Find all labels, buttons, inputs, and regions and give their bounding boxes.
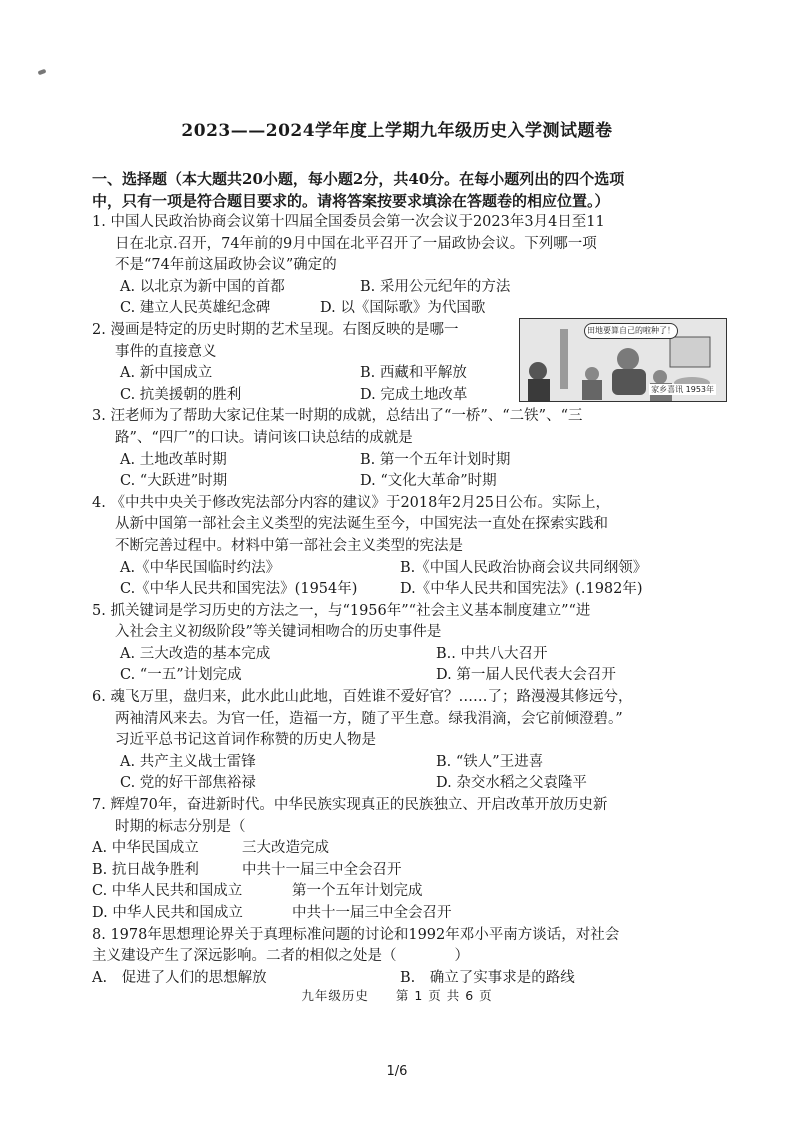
- question-1-line-3: 不是“74年前这届政协会议”确定的: [115, 257, 337, 274]
- option-c[interactable]: C. 建立人民英雄纪念碑: [120, 300, 271, 317]
- option-a[interactable]: A.《中华民国临时约法》: [120, 559, 281, 576]
- option-b[interactable]: B.《中国人民政治协商会议共同纲领》: [400, 559, 648, 576]
- option-a[interactable]: A. 以北京为新中国的首都: [120, 278, 285, 295]
- option-d[interactable]: D. 第一届人民代表大会召开: [436, 667, 616, 684]
- option-a[interactable]: A. 土地改革时期: [120, 451, 227, 468]
- question-5-line-1: 5. 抓关键词是学习历史的方法之一，与“1956年”“社会主义基本制度建立”“进: [92, 602, 591, 619]
- section-heading: [92, 168, 692, 212]
- question-7-option-d[interactable]: [92, 903, 692, 925]
- question-1-options-row-1: [92, 277, 692, 299]
- option-c[interactable]: C. “一五”计划完成: [120, 667, 242, 684]
- cartoon-speech-bubble: 田地要算自己的啦种了！: [584, 323, 678, 339]
- question-6-options-row-1: [92, 752, 692, 774]
- scan-speck: [38, 69, 47, 75]
- question-6-options-row-2: [92, 773, 692, 795]
- question-5-options-row-2: [92, 665, 692, 687]
- question-6: [92, 687, 692, 795]
- question-4-options-row-1: [92, 558, 692, 580]
- questions-body: [92, 212, 692, 989]
- question-4: [92, 493, 692, 601]
- question-3-line-2: 路”、“四厂”的口诀。请问该口诀总结的成就是: [115, 429, 413, 446]
- question-5: [92, 601, 692, 687]
- option-c-part-1: C. 中华人民共和国成立: [92, 883, 243, 900]
- option-a[interactable]: A. 促进了人们的思想解放: [92, 969, 267, 986]
- option-a[interactable]: A. 新中国成立: [120, 365, 213, 382]
- option-a[interactable]: A. 三大改造的基本完成: [120, 645, 271, 662]
- option-d[interactable]: D. 杂交水稻之父袁隆平: [436, 775, 587, 792]
- option-d[interactable]: D.《中华人民共和国宪法》(.1982年): [400, 581, 643, 598]
- option-d[interactable]: D. 完成土地改革: [360, 386, 468, 403]
- option-c[interactable]: C. 党的好干部焦裕禄: [120, 775, 256, 792]
- question-4-line-2: 从新中国第一部社会主义类型的宪法诞生至今，中国宪法一直处在探索实践和: [115, 516, 608, 533]
- cartoon-caption: 家乡喜讯 1953年: [651, 385, 714, 394]
- question-8: [92, 925, 692, 990]
- option-a-part-2: 三大改造完成: [242, 840, 329, 857]
- option-b-part-1: B. 抗日战争胜利: [92, 861, 199, 878]
- option-c-part-2: 第一个五年计划完成: [292, 883, 423, 900]
- question-2: [92, 320, 692, 406]
- question-7-option-b[interactable]: [92, 860, 692, 882]
- question-3-options-row-2: [92, 471, 692, 493]
- question-1-options-row-2: [92, 298, 692, 320]
- question-6-line-2: 两袖清风来去。为官一任，造福一方，随了平生意。绿我涓滴，会它前倾澄碧。”: [115, 710, 623, 727]
- question-8-line-2: 主义建设产生了深远影响。二者的相似之处是（ ）: [92, 948, 469, 965]
- option-d-part-2: 中共十一届三中全会召开: [292, 905, 452, 921]
- question-7-line-1: 7. 辉煌70年，奋进新时代。中华民族实现真正的民族独立、开启改革开放历史新: [92, 797, 608, 814]
- option-a[interactable]: A. 共产主义战士雷锋: [120, 753, 256, 770]
- question-2-line-2: 事件的直接意义: [115, 343, 217, 360]
- question-5-options-row-1: [92, 644, 692, 666]
- option-b[interactable]: B. 采用公元纪年的方法: [360, 278, 511, 295]
- option-b[interactable]: B. 第一个五年计划时期: [360, 451, 511, 468]
- question-2-options-row-1: [92, 363, 692, 385]
- option-b[interactable]: B. “铁人”王进喜: [436, 753, 544, 770]
- option-b[interactable]: B. 确立了实事求是的路线: [400, 969, 575, 986]
- question-3-options-row-1: [92, 450, 692, 472]
- question-4-line-1: 4. 《中共中央关于修改宪法部分内容的建议》于2018年2月25日公布。实际上，: [92, 494, 611, 511]
- question-4-options-row-2: [92, 579, 692, 601]
- question-6-line-3: 习近平总书记这首词作称赞的历史人物是: [115, 732, 376, 749]
- question-4-line-3: 不断完善过程中。材料中第一部社会主义类型的宪法是: [115, 537, 463, 554]
- option-a-part-1: A. 中华民国成立: [92, 840, 199, 857]
- question-2-options-row-2: [92, 385, 692, 407]
- question-5-line-2: 入社会主义初级阶段”等关键词相吻合的历史事件是: [115, 624, 442, 641]
- section-heading-line-1: 一、选择题（本大题共20小题，每小题2分，共40分。在每小题列出的四个选项: [92, 170, 625, 188]
- option-c[interactable]: C. “大跃进”时期: [120, 473, 228, 490]
- option-c[interactable]: C.《中华人民共和国宪法》(1954年): [120, 581, 358, 598]
- question-7-line-2: 时期的标志分别是（: [115, 818, 246, 835]
- question-6-line-1: 6. 魂飞万里，盘归来，此水此山此地，百姓谁不爱好官？……了；路漫漫其修远兮，: [92, 689, 633, 706]
- option-b[interactable]: B.. 中共八大召开: [436, 645, 548, 662]
- question-1-line-2: 日在北京.召开，74年前的9月中国在北平召开了一届政协会议。下列哪一项: [115, 235, 597, 252]
- page-footer: 九年级历史 第 1 页 共 6 页: [301, 988, 493, 1003]
- question-3-line-1: 3. 汪老师为了帮助大家记住某一时期的成就，总结出了“一桥”、“二铁”、“三: [92, 408, 583, 425]
- page-indicator: 1/6: [386, 1064, 408, 1079]
- question-8-line-1: 8. 1978年思想理论界关于真理标准问题的讨论和1992年邓小平南方谈话，对社会: [92, 926, 620, 943]
- option-c[interactable]: C. 抗美援朝的胜利: [120, 386, 242, 403]
- option-b-part-2: 中共十一届三中全会召开: [242, 861, 402, 878]
- question-7: [92, 795, 692, 925]
- question-1-line-1: 1. 中国人民政治协商会议第十四届全国委员会第一次会议于2023年3月4日至11: [92, 214, 605, 230]
- question-7-option-c[interactable]: [92, 881, 692, 903]
- option-d-part-1: D. 中华人民共和国成立: [92, 905, 243, 921]
- option-d[interactable]: D. “文化大革命”时期: [360, 473, 497, 490]
- question-3: [92, 406, 692, 492]
- option-d[interactable]: D. 以《国际歌》为代国歌: [320, 300, 486, 317]
- exam-title: 2023——2024学年度上学期九年级历史入学测试题卷: [181, 121, 613, 141]
- question-1: [92, 212, 692, 320]
- question-7-option-a[interactable]: [92, 838, 692, 860]
- section-heading-line-2: 中，只有一项是符合题目要求的。请将答案按要求填涂在答题卷的相应位置。）: [92, 192, 610, 210]
- option-b[interactable]: B. 西藏和平解放: [360, 365, 467, 382]
- question-2-line-1: 2. 漫画是特定的历史时期的艺术呈现。右图反映的是哪一: [92, 321, 459, 338]
